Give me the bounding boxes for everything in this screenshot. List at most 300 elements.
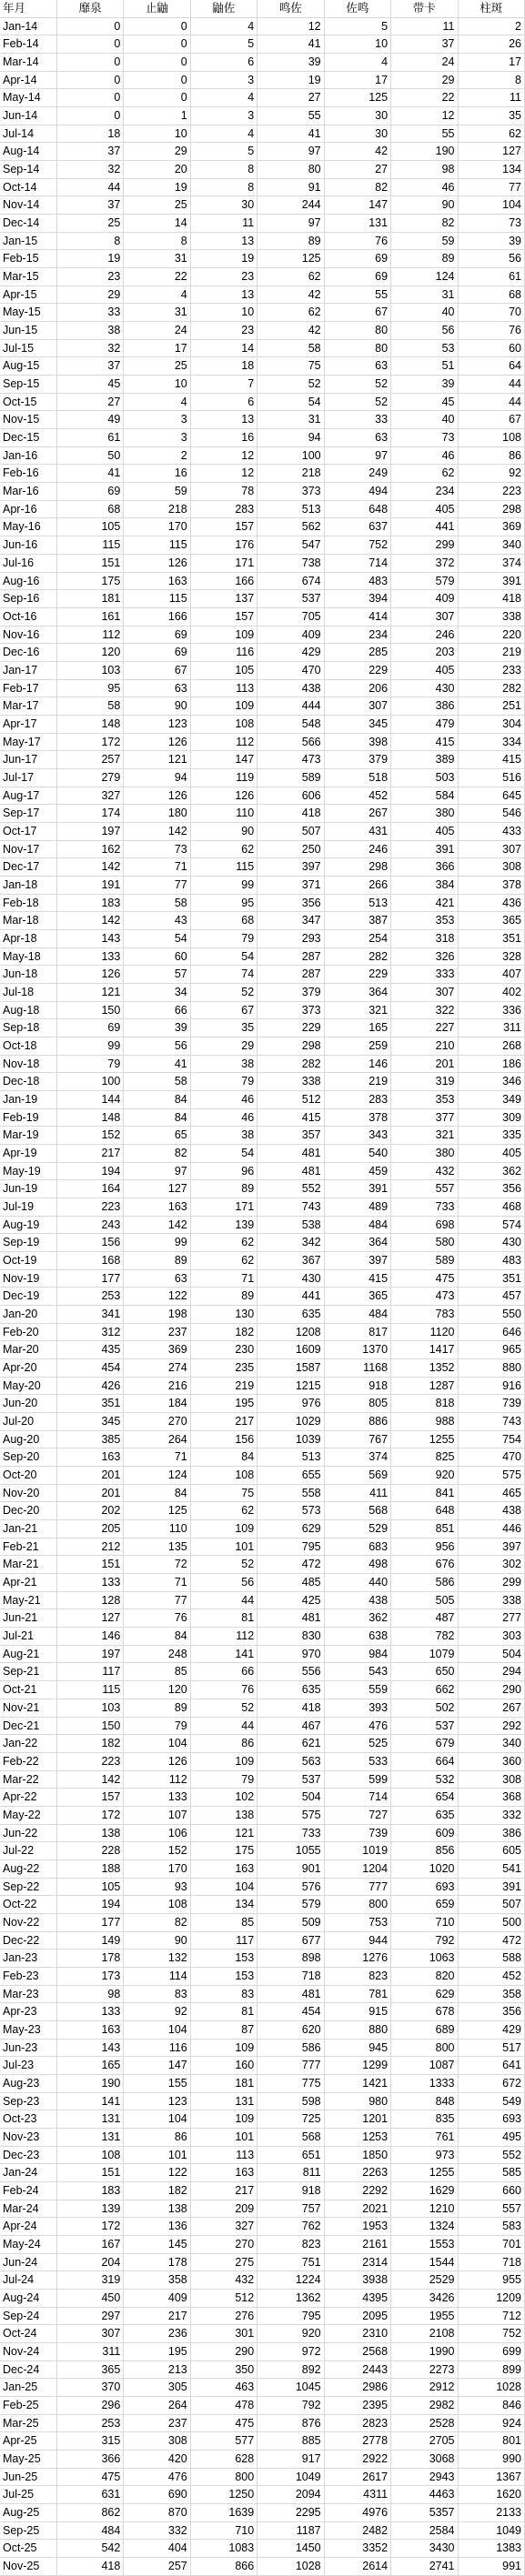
value-cell[interactable]: 739 [324,1824,390,1842]
value-cell[interactable]: 60 [124,947,190,966]
month-cell[interactable]: Apr-16 [0,500,56,518]
value-cell[interactable]: 327 [56,787,123,805]
value-cell[interactable]: 641 [458,2057,525,2075]
value-cell[interactable]: 166 [190,572,257,590]
value-cell[interactable]: 606 [257,787,324,805]
value-cell[interactable]: 202 [56,1502,123,1520]
month-cell[interactable]: Dec-24 [0,2360,56,2379]
value-cell[interactable]: 405 [391,500,458,518]
value-cell[interactable]: 566 [257,733,324,751]
value-cell[interactable]: 77 [124,1591,190,1609]
value-cell[interactable]: 487 [391,1609,458,1628]
value-cell[interactable]: 411 [324,1484,390,1502]
value-cell[interactable]: 537 [257,1770,324,1789]
value-cell[interactable]: 11 [190,215,257,233]
value-cell[interactable]: 714 [324,1789,390,1807]
value-cell[interactable]: 171 [190,554,257,572]
value-cell[interactable]: 143 [56,929,123,947]
column-header-month[interactable]: 年月 [0,0,56,17]
value-cell[interactable]: 409 [257,626,324,644]
value-cell[interactable]: 89 [391,250,458,268]
value-cell[interactable]: 217 [56,1145,123,1163]
value-cell[interactable]: 99 [190,876,257,894]
value-cell[interactable]: 296 [56,2397,123,2415]
value-cell[interactable]: 109 [190,1520,257,1539]
month-cell[interactable]: Jul-17 [0,768,56,787]
value-cell[interactable]: 438 [458,1502,525,1520]
month-cell[interactable]: Aug-15 [0,357,56,376]
value-cell[interactable]: 362 [324,1609,390,1628]
month-cell[interactable]: Feb-22 [0,1752,56,1770]
value-cell[interactable]: 991 [458,2558,525,2576]
value-cell[interactable]: 541 [458,1859,525,1878]
month-cell[interactable]: Dec-21 [0,1717,56,1735]
month-cell[interactable]: Apr-21 [0,1574,56,1592]
value-cell[interactable]: 356 [458,2003,525,2021]
month-cell[interactable]: Jan-20 [0,1306,56,1324]
month-cell[interactable]: Feb-25 [0,2397,56,2415]
value-cell[interactable]: 701 [458,2235,525,2253]
value-cell[interactable]: 138 [190,1806,257,1824]
value-cell[interactable]: 892 [257,2360,324,2379]
value-cell[interactable]: 254 [324,929,390,947]
value-cell[interactable]: 90 [124,697,190,716]
value-cell[interactable]: 79 [190,929,257,947]
value-cell[interactable]: 164 [56,1180,123,1198]
value-cell[interactable]: 126 [190,787,257,805]
value-cell[interactable]: 89 [257,232,324,250]
value-cell[interactable]: 1629 [391,2181,458,2200]
value-cell[interactable]: 655 [257,1467,324,1485]
month-cell[interactable]: Jan-14 [0,17,56,35]
month-cell[interactable]: Sep-15 [0,376,56,394]
value-cell[interactable]: 182 [190,1323,257,1341]
value-cell[interactable]: 29 [124,143,190,161]
value-cell[interactable]: 2263 [324,2164,390,2182]
value-cell[interactable]: 394 [324,590,390,608]
value-cell[interactable]: 557 [391,1180,458,1198]
value-cell[interactable]: 96 [190,1162,257,1180]
value-cell[interactable]: 332 [124,2521,190,2540]
value-cell[interactable]: 52 [324,393,390,411]
value-cell[interactable]: 307 [391,983,458,1001]
value-cell[interactable]: 163 [56,2020,123,2039]
value-cell[interactable]: 109 [190,1752,257,1770]
value-cell[interactable]: 105 [56,518,123,536]
value-cell[interactable]: 101 [190,1538,257,1556]
value-cell[interactable]: 1553 [391,2235,458,2253]
value-cell[interactable]: 3352 [324,2540,390,2558]
month-cell[interactable]: Jul-19 [0,1198,56,1217]
value-cell[interactable]: 575 [257,1806,324,1824]
value-cell[interactable]: 841 [391,1484,458,1502]
value-cell[interactable]: 151 [56,1556,123,1574]
value-cell[interactable]: 880 [324,2020,390,2039]
value-cell[interactable]: 25 [124,196,190,215]
value-cell[interactable]: 752 [324,536,390,555]
value-cell[interactable]: 407 [458,966,525,984]
value-cell[interactable]: 2021 [324,2200,390,2218]
value-cell[interactable]: 152 [124,1842,190,1860]
value-cell[interactable]: 31 [124,304,190,322]
value-cell[interactable]: 137 [190,590,257,608]
value-cell[interactable]: 73 [391,429,458,447]
month-cell[interactable]: Jun-25 [0,2468,56,2486]
month-cell[interactable]: Oct-21 [0,1681,56,1699]
value-cell[interactable]: 82 [324,178,390,196]
value-cell[interactable]: 27 [324,161,390,179]
value-cell[interactable]: 870 [124,2504,190,2522]
value-cell[interactable]: 124 [124,1467,190,1485]
value-cell[interactable]: 2778 [324,2432,390,2451]
value-cell[interactable]: 792 [257,2397,324,2415]
month-cell[interactable]: Aug-16 [0,572,56,590]
value-cell[interactable]: 823 [324,1967,390,1985]
value-cell[interactable]: 1333 [391,2074,458,2092]
month-cell[interactable]: Apr-25 [0,2432,56,2451]
month-cell[interactable]: Aug-20 [0,1430,56,1448]
value-cell[interactable]: 338 [458,1591,525,1609]
value-cell[interactable]: 259 [324,1037,390,1055]
value-cell[interactable]: 586 [257,2039,324,2057]
value-cell[interactable]: 29 [190,1037,257,1055]
value-cell[interactable]: 12 [190,446,257,465]
value-cell[interactable]: 108 [458,429,525,447]
value-cell[interactable]: 66 [124,1001,190,1019]
value-cell[interactable]: 126 [124,554,190,572]
value-cell[interactable]: 505 [391,1591,458,1609]
value-cell[interactable]: 540 [324,1145,390,1163]
value-cell[interactable]: 321 [324,1001,390,1019]
value-cell[interactable]: 126 [124,787,190,805]
value-cell[interactable]: 142 [124,1216,190,1234]
month-cell[interactable]: May-23 [0,2020,56,2039]
value-cell[interactable]: 743 [458,1413,525,1431]
value-cell[interactable]: 67 [324,304,390,322]
value-cell[interactable]: 662 [391,1681,458,1699]
value-cell[interactable]: 79 [124,1717,190,1735]
month-cell[interactable]: Nov-20 [0,1484,56,1502]
value-cell[interactable]: 384 [391,876,458,894]
value-cell[interactable]: 378 [324,1108,390,1127]
value-cell[interactable]: 51 [391,357,458,376]
value-cell[interactable]: 1215 [257,1377,324,1395]
value-cell[interactable]: 274 [124,1359,190,1378]
value-cell[interactable]: 340 [458,536,525,555]
value-cell[interactable]: 86 [458,446,525,465]
month-cell[interactable]: Jul-16 [0,554,56,572]
value-cell[interactable]: 39 [124,1019,190,1037]
value-cell[interactable]: 2584 [391,2521,458,2540]
value-cell[interactable]: 2314 [324,2253,390,2271]
value-cell[interactable]: 6 [190,54,257,72]
value-cell[interactable]: 0 [56,54,123,72]
value-cell[interactable]: 112 [190,1628,257,1646]
month-cell[interactable]: Aug-24 [0,2290,56,2308]
value-cell[interactable]: 783 [391,1306,458,1324]
value-cell[interactable]: 249 [324,465,390,483]
value-cell[interactable]: 823 [257,2235,324,2253]
value-cell[interactable]: 139 [56,2200,123,2218]
value-cell[interactable]: 364 [324,1234,390,1252]
value-cell[interactable]: 34 [124,983,190,1001]
value-cell[interactable]: 350 [190,2360,257,2379]
value-cell[interactable]: 89 [190,1288,257,1306]
value-cell[interactable]: 2986 [324,2379,390,2397]
value-cell[interactable]: 132 [124,1950,190,1968]
month-cell[interactable]: Dec-16 [0,644,56,662]
value-cell[interactable]: 95 [56,679,123,697]
value-cell[interactable]: 1039 [257,1430,324,1448]
month-cell[interactable]: Dec-14 [0,215,56,233]
value-cell[interactable]: 980 [324,2092,390,2110]
value-cell[interactable]: 476 [124,2468,190,2486]
value-cell[interactable]: 236 [124,2325,190,2343]
value-cell[interactable]: 287 [257,947,324,966]
value-cell[interactable]: 151 [56,554,123,572]
month-cell[interactable]: Jan-23 [0,1950,56,1968]
value-cell[interactable]: 173 [56,1967,123,1985]
value-cell[interactable]: 5 [190,143,257,161]
month-cell[interactable]: Jun-23 [0,2039,56,2057]
value-cell[interactable]: 367 [257,1252,324,1270]
value-cell[interactable]: 141 [56,2092,123,2110]
value-cell[interactable]: 4 [324,54,390,72]
value-cell[interactable]: 25 [124,357,190,376]
value-cell[interactable]: 89 [124,1699,190,1717]
value-cell[interactable]: 97 [124,1162,190,1180]
value-cell[interactable]: 76 [124,1609,190,1628]
month-cell[interactable]: Oct-19 [0,1252,56,1270]
value-cell[interactable]: 89 [190,1180,257,1198]
value-cell[interactable]: 13 [190,411,257,429]
value-cell[interactable]: 3430 [391,2540,458,2558]
value-cell[interactable]: 69 [324,268,390,286]
value-cell[interactable]: 79 [56,1055,123,1073]
value-cell[interactable]: 147 [124,2057,190,2075]
value-cell[interactable]: 2528 [391,2414,458,2432]
value-cell[interactable]: 30 [190,196,257,215]
value-cell[interactable]: 110 [190,805,257,823]
value-cell[interactable]: 157 [190,607,257,626]
value-cell[interactable]: 965 [458,1341,525,1359]
value-cell[interactable]: 56 [190,1574,257,1592]
value-cell[interactable]: 365 [324,1288,390,1306]
value-cell[interactable]: 104 [124,2110,190,2129]
value-cell[interactable]: 568 [257,2128,324,2146]
value-cell[interactable]: 279 [56,768,123,787]
value-cell[interactable]: 0 [56,89,123,107]
value-cell[interactable]: 32 [56,339,123,357]
value-cell[interactable]: 94 [257,429,324,447]
value-cell[interactable]: 22 [124,268,190,286]
value-cell[interactable]: 287 [257,966,324,984]
value-cell[interactable]: 229 [324,661,390,679]
value-cell[interactable]: 2108 [391,2325,458,2343]
value-cell[interactable]: 55 [324,286,390,304]
value-cell[interactable]: 825 [391,1448,458,1467]
value-cell[interactable]: 62 [190,1252,257,1270]
value-cell[interactable]: 414 [324,607,390,626]
value-cell[interactable]: 82 [391,215,458,233]
value-cell[interactable]: 52 [324,376,390,394]
value-cell[interactable]: 485 [257,1574,324,1592]
month-cell[interactable]: Dec-18 [0,1073,56,1091]
value-cell[interactable]: 121 [190,1824,257,1842]
value-cell[interactable]: 2568 [324,2343,390,2361]
value-cell[interactable]: 38 [56,322,123,340]
value-cell[interactable]: 178 [56,1950,123,1968]
value-cell[interactable]: 24 [391,54,458,72]
value-cell[interactable]: 3 [124,429,190,447]
value-cell[interactable]: 920 [257,2325,324,2343]
value-cell[interactable]: 157 [190,518,257,536]
value-cell[interactable]: 693 [458,2110,525,2129]
value-cell[interactable]: 805 [324,1395,390,1413]
value-cell[interactable]: 62 [458,125,525,143]
value-cell[interactable]: 450 [56,2290,123,2308]
value-cell[interactable]: 899 [458,2360,525,2379]
value-cell[interactable]: 73 [458,215,525,233]
value-cell[interactable]: 1255 [391,1430,458,1448]
value-cell[interactable]: 229 [324,966,390,984]
value-cell[interactable]: 17 [458,54,525,72]
value-cell[interactable]: 484 [324,1216,390,1234]
value-cell[interactable]: 811 [257,2164,324,2182]
value-cell[interactable]: 50 [56,446,123,465]
value-cell[interactable]: 90 [391,196,458,215]
value-cell[interactable]: 19 [190,250,257,268]
value-cell[interactable]: 2922 [324,2451,390,2469]
value-cell[interactable]: 131 [190,2092,257,2110]
month-cell[interactable]: Nov-19 [0,1269,56,1288]
value-cell[interactable]: 1352 [391,1359,458,1378]
value-cell[interactable]: 298 [458,500,525,518]
month-cell[interactable]: Sep-17 [0,805,56,823]
value-cell[interactable]: 574 [458,1216,525,1234]
value-cell[interactable]: 42 [257,322,324,340]
value-cell[interactable]: 2982 [391,2397,458,2415]
value-cell[interactable]: 56 [391,322,458,340]
month-cell[interactable]: Feb-19 [0,1108,56,1127]
value-cell[interactable]: 358 [124,2271,190,2290]
value-cell[interactable]: 353 [391,1090,458,1108]
value-cell[interactable]: 16 [124,465,190,483]
value-cell[interactable]: 177 [56,1269,123,1288]
value-cell[interactable]: 452 [458,1967,525,1985]
month-cell[interactable]: Oct-16 [0,607,56,626]
value-cell[interactable]: 2295 [257,2504,324,2522]
value-cell[interactable]: 353 [391,912,458,930]
value-cell[interactable]: 2741 [391,2558,458,2576]
value-cell[interactable]: 103 [56,661,123,679]
value-cell[interactable]: 5 [324,17,390,35]
month-cell[interactable]: Apr-23 [0,2003,56,2021]
value-cell[interactable]: 41 [257,35,324,54]
value-cell[interactable]: 576 [257,1878,324,1896]
value-cell[interactable]: 2617 [324,2468,390,2486]
value-cell[interactable]: 54 [124,929,190,947]
value-cell[interactable]: 336 [458,1001,525,1019]
value-cell[interactable]: 55 [257,107,324,125]
month-cell[interactable]: Mar-18 [0,912,56,930]
value-cell[interactable]: 503 [391,768,458,787]
value-cell[interactable]: 575 [458,1467,525,1485]
value-cell[interactable]: 377 [391,1108,458,1127]
month-cell[interactable]: Mar-25 [0,2414,56,2432]
value-cell[interactable]: 100 [56,1073,123,1091]
value-cell[interactable]: 415 [391,733,458,751]
value-cell[interactable]: 955 [458,2271,525,2290]
value-cell[interactable]: 452 [324,787,390,805]
value-cell[interactable]: 229 [257,1019,324,1037]
value-cell[interactable]: 234 [391,483,458,501]
value-cell[interactable]: 795 [257,2307,324,2325]
month-cell[interactable]: Sep-21 [0,1663,56,1681]
value-cell[interactable]: 172 [56,1806,123,1824]
value-cell[interactable]: 84 [190,1448,257,1467]
value-cell[interactable]: 677 [257,1931,324,1950]
value-cell[interactable]: 944 [324,1931,390,1950]
value-cell[interactable]: 145 [124,2235,190,2253]
value-cell[interactable]: 49 [56,411,123,429]
value-cell[interactable]: 148 [56,1108,123,1127]
value-cell[interactable]: 8 [190,178,257,196]
value-cell[interactable]: 218 [257,465,324,483]
month-cell[interactable]: Feb-16 [0,465,56,483]
value-cell[interactable]: 418 [56,2558,123,2576]
value-cell[interactable]: 10 [124,125,190,143]
value-cell[interactable]: 94 [124,768,190,787]
value-cell[interactable]: 659 [391,1896,458,1914]
value-cell[interactable]: 347 [257,912,324,930]
value-cell[interactable]: 782 [391,1628,458,1646]
value-cell[interactable]: 112 [56,626,123,644]
month-cell[interactable]: Jan-17 [0,661,56,679]
value-cell[interactable]: 8 [458,71,525,89]
value-cell[interactable]: 1276 [324,1950,390,1968]
value-cell[interactable]: 52 [190,983,257,1001]
value-cell[interactable]: 178 [124,2253,190,2271]
value-cell[interactable]: 404 [124,2540,190,2558]
value-cell[interactable]: 338 [257,1073,324,1091]
value-cell[interactable]: 190 [56,2074,123,2092]
value-cell[interactable]: 84 [124,1108,190,1127]
value-cell[interactable]: 127 [458,143,525,161]
month-cell[interactable]: Sep-24 [0,2307,56,2325]
value-cell[interactable]: 102 [190,1789,257,1807]
month-cell[interactable]: Sep-18 [0,1019,56,1037]
value-cell[interactable]: 1049 [458,2521,525,2540]
value-cell[interactable]: 126 [124,733,190,751]
value-cell[interactable]: 970 [257,1645,324,1663]
value-cell[interactable]: 2094 [257,2486,324,2504]
value-cell[interactable]: 201 [391,1055,458,1073]
value-cell[interactable]: 163 [56,1448,123,1467]
value-cell[interactable]: 318 [391,929,458,947]
value-cell[interactable]: 297 [56,2307,123,2325]
value-cell[interactable]: 142 [56,1770,123,1789]
value-cell[interactable]: 1028 [257,2558,324,2576]
value-cell[interactable]: 282 [257,1055,324,1073]
month-cell[interactable]: Sep-19 [0,1234,56,1252]
value-cell[interactable]: 243 [56,1216,123,1234]
value-cell[interactable]: 139 [190,1216,257,1234]
value-cell[interactable]: 1250 [190,2486,257,2504]
value-cell[interactable]: 246 [391,626,458,644]
value-cell[interactable]: 170 [124,1859,190,1878]
value-cell[interactable]: 628 [190,2451,257,2469]
